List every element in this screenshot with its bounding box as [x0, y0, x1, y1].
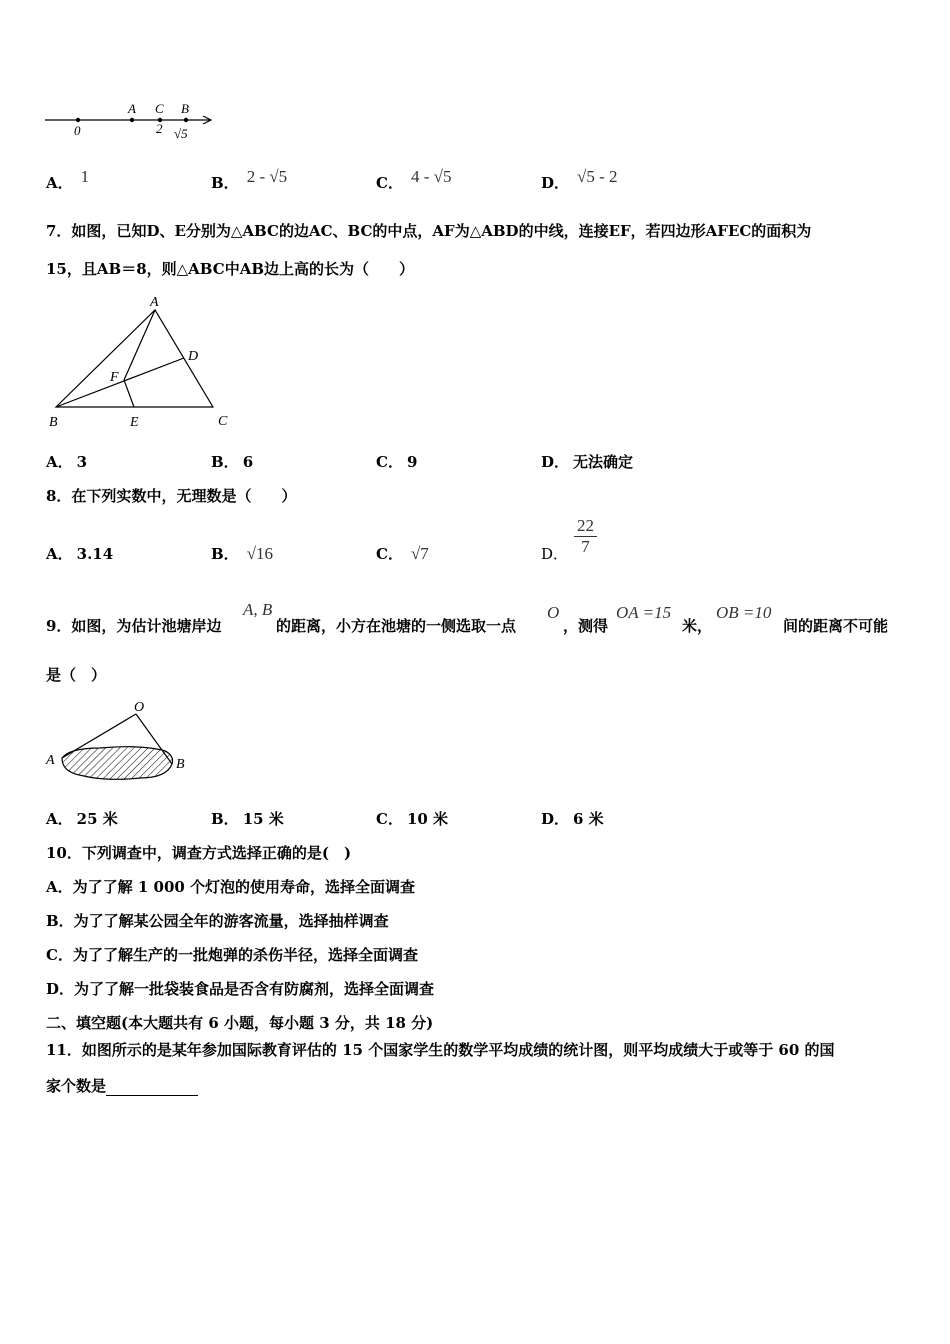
q9-option-a: [46, 808, 118, 829]
option-value: 1: [80, 167, 90, 186]
q7-option-a: [46, 451, 87, 472]
q11-stem-text: 家个数是: [46, 1077, 107, 1095]
option-value: 3: [76, 453, 88, 471]
numberline-tick-0: 0: [74, 123, 81, 138]
option-label: A．: [46, 545, 73, 563]
vertex-e: E: [130, 415, 139, 430]
q8-option-a: [46, 543, 113, 564]
option-value: √16: [246, 544, 274, 563]
q9-option-b: [211, 808, 284, 829]
numberline-label-c: C: [155, 101, 164, 116]
q7-option-b: [211, 451, 253, 472]
vertex-f: F: [110, 370, 119, 385]
q9-math-oa: OA =15: [616, 603, 672, 622]
q9-stem-part4: 米，: [682, 617, 713, 635]
option-label: A．: [46, 174, 73, 192]
triangle-figure: [44, 292, 244, 432]
q6-option-a: [46, 167, 90, 193]
option-label: C．: [376, 810, 403, 828]
option-value: 15 米: [242, 810, 284, 828]
option-value: 无法确定: [573, 453, 634, 471]
option-value: 2 - √5: [246, 167, 288, 186]
option-value: √7: [410, 544, 429, 563]
q6-option-d: [541, 167, 618, 193]
vertex-c: C: [218, 414, 228, 429]
option-label: C．: [376, 174, 403, 192]
q9-stem-part2: 的距离，小方在池塘的一侧选取一点: [276, 617, 517, 635]
option-value: 25 米: [76, 810, 118, 828]
option-label: D．: [541, 453, 570, 471]
q10-option-c: C．为了了解生产的一批炮弹的杀伤半径，选择全面调查: [46, 946, 418, 964]
option-label: C．: [376, 545, 403, 563]
q7-stem-line2: 15，且AB＝8，则△ABC中AB边上高的长为（ ）: [46, 260, 415, 278]
option-value: √5 - 2: [577, 167, 618, 186]
section-heading: 二、填空题(本大题共有 6 小题，每小题 3 分，共 18 分): [46, 1014, 434, 1032]
q6-option-b: [211, 167, 288, 193]
option-label: A．: [46, 810, 73, 828]
option-label: B．: [211, 810, 239, 828]
q9-option-c: [376, 808, 448, 829]
point-b: B: [176, 757, 185, 772]
q11-stem-line1: 11．如图所示的是某年参加国际教育评估的 15 个国家学生的数学平均成绩的统计图，则平均成绩大于或等于 60 的国: [46, 1041, 835, 1059]
option-value: 6 米: [573, 810, 604, 828]
q10-stem: 10．下列调查中，调查方式选择正确的是( ): [46, 844, 352, 862]
q6-option-c: [376, 167, 452, 193]
option-label: D．: [541, 810, 570, 828]
fraction-denominator: 7: [581, 537, 590, 556]
vertex-a: A: [150, 295, 159, 310]
numberline-label-b: B: [181, 101, 189, 116]
q9-stem-part3: ，测得: [563, 617, 609, 635]
q8-option-d-label: D．: [541, 545, 569, 563]
option-label: B．: [211, 174, 239, 192]
option-label: B．: [211, 545, 239, 563]
q7-option-c: [376, 451, 417, 472]
numberline-tick-2: 2: [156, 121, 163, 136]
q9-stem-part5: 间的距离不可能: [783, 617, 889, 635]
option-label: A．: [46, 453, 73, 471]
vertex-b: B: [49, 415, 58, 430]
q8-option-d-fraction: [574, 516, 597, 557]
q9-math-ob: OB =10: [716, 603, 772, 622]
q8-stem: 8．在下列实数中，无理数是（ ）: [46, 487, 297, 505]
q8-option-c: [376, 543, 429, 564]
point-o: O: [134, 700, 145, 715]
number-line-figure: [40, 98, 220, 146]
q7-stem-line1: 7．如图，已知D、E分别为△ABC的边AC、BC的中点，AF为△ABD的中线，连接EF，若四边形AFEC的面积为: [46, 222, 812, 240]
q7-option-d: [541, 451, 633, 472]
q10-option-a: A．为了了解 1 000 个灯泡的使用寿命，选择全面调查: [46, 878, 416, 896]
numberline-tick-sqrt5: √5: [174, 126, 188, 141]
vertex-d: D: [188, 349, 199, 364]
q9-stem-part1: 9．如图，为估计池塘岸边: [46, 617, 222, 635]
q9-stem-line2: 是（ ）: [46, 666, 107, 684]
fraction-numerator: 22: [574, 516, 597, 537]
q11-stem-line2: [46, 1075, 198, 1096]
q8-option-b: [211, 543, 273, 564]
pond-figure: [44, 696, 194, 786]
option-label: B．: [211, 453, 239, 471]
option-label: C．: [376, 453, 403, 471]
option-value: 3.14: [76, 545, 114, 563]
option-value: 4 - √5: [410, 167, 452, 186]
q9-option-d: [541, 808, 604, 829]
option-value: 9: [406, 453, 418, 471]
q10-option-d: D．为了了解一批袋装食品是否含有防腐剂，选择全面调查: [46, 980, 435, 998]
point-a: A: [46, 753, 55, 768]
option-label: D．: [541, 174, 570, 192]
option-value: 6: [242, 453, 254, 471]
answer-blank[interactable]: [106, 1080, 198, 1096]
option-value: 10 米: [406, 810, 449, 828]
numberline-label-a: A: [128, 101, 136, 116]
q9-math-ab: A, B: [243, 600, 273, 619]
q10-option-b: B．为了了解某公园全年的游客流量，选择抽样调查: [46, 912, 389, 930]
q9-math-o: O: [547, 603, 560, 622]
